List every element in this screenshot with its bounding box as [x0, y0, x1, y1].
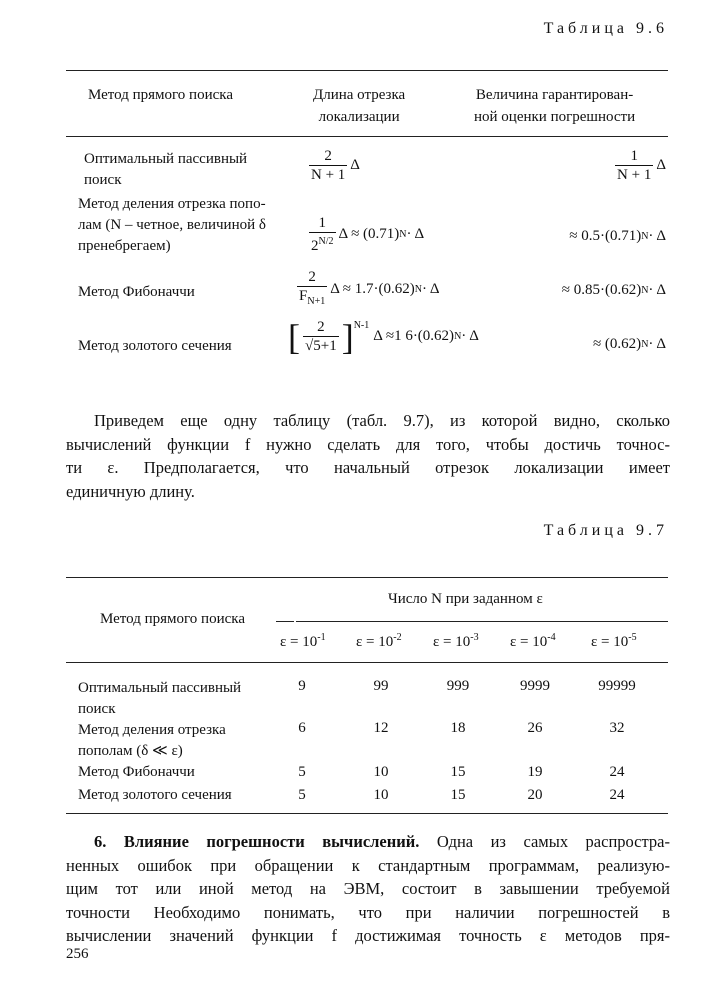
table1-header-length-line1: Длина отрезка: [313, 87, 406, 103]
table1-header-estimate: [474, 84, 635, 128]
table1-header-length: [313, 84, 405, 128]
table2-row3-method: Метод Фибоначчи: [78, 764, 195, 780]
denominator: √5+1: [305, 338, 337, 354]
eps-exponent: -3: [470, 632, 479, 643]
table1-row1-estimate: [612, 147, 666, 184]
table-cell: 5: [298, 787, 306, 803]
table1-top-rule: [66, 70, 668, 71]
table-cell: 24: [609, 764, 625, 780]
table1-row4-method: Метод золотого сечения: [78, 338, 232, 354]
table2-top-rule: [66, 577, 668, 578]
exponent: N: [641, 339, 649, 350]
eps-exponent: -1: [317, 632, 326, 643]
table1-row2-method-line1: Метод деления отрезка попо-: [78, 196, 266, 212]
fraction: [303, 318, 339, 355]
table1-row2-method: [78, 194, 266, 257]
estimate-expression: ≈ (0.62): [592, 336, 642, 352]
numerator: 1: [318, 215, 326, 231]
expression-end: · Δ: [461, 328, 479, 344]
page-number: 256: [66, 946, 89, 962]
table1-row2-estimate: [569, 228, 666, 245]
denominator: [309, 232, 336, 255]
paragraph1-line: единичную длину.: [66, 481, 195, 501]
table-cell: 9: [298, 678, 306, 694]
table-cell: 12: [373, 720, 389, 736]
table1-header-estimate-line1: Величина гарантирован-: [475, 87, 634, 103]
table-cell: 99999: [598, 678, 636, 694]
table1-row1-length: [306, 147, 360, 184]
estimate-expression: ≈ 0.85·(0.62): [561, 282, 642, 298]
expression-end: · Δ: [648, 282, 666, 298]
paragraph2-first-line-text: Одна из самых распростра-: [436, 832, 670, 851]
numerator: 2: [308, 269, 316, 285]
table1-row3-estimate: [562, 282, 666, 299]
exponent: N: [399, 229, 407, 240]
table-cell: 19: [527, 764, 543, 780]
eps-exponent: -5: [628, 632, 637, 643]
numerator: 1: [630, 148, 638, 164]
table2-header-method: Метод прямого поиска: [100, 611, 245, 627]
denominator-exponent: N/2: [318, 236, 334, 247]
eps-label: ε = 10: [510, 634, 548, 650]
paragraph2-line: ненных ошибок при обращении к стандартным программам, реализую-: [66, 855, 670, 875]
length-expression: Δ ≈ 1.7·(0.62): [330, 281, 415, 297]
expression-end: · Δ: [422, 281, 440, 297]
fraction: [615, 147, 653, 184]
table2-row1-method-line2: поиск: [78, 701, 116, 717]
outer-exponent: N-1: [353, 320, 370, 331]
table1-header-estimate-line2: ной оценки погрешности: [474, 109, 636, 125]
table1-row1-method-line2: поиск: [84, 172, 122, 188]
paragraph1-line: Приведем еще одну таблицу (табл. 9.7), из которой видно, сколько: [94, 411, 670, 430]
table2-row2-method: [78, 720, 226, 762]
table2-caption: Таблица 9.7: [543, 522, 668, 539]
fraction: [297, 268, 327, 311]
denominator: N + 1: [311, 167, 346, 183]
section-heading: 6. Влияние погрешности вычислений.: [94, 832, 420, 851]
table1-row2-method-line2: лам (N – четное, величиной δ: [78, 217, 266, 233]
table-cell: 18: [450, 720, 466, 736]
table2-eps-header-4: [510, 632, 556, 651]
delta-symbol: Δ: [656, 157, 666, 173]
table-cell: 15: [450, 787, 466, 803]
table-cell: 9999: [520, 678, 550, 694]
denominator-base: F: [299, 288, 308, 304]
expression-end: · Δ: [648, 336, 666, 352]
exponent: N: [641, 285, 649, 296]
table2-row1-method-line1: Оптимальный пассивный: [78, 680, 242, 696]
numerator: 2: [324, 148, 332, 164]
fraction: [309, 214, 336, 255]
table2-header-dash: [276, 621, 294, 622]
table-cell: 26: [527, 720, 543, 736]
expression-end: · Δ: [406, 226, 425, 242]
table2-row2-method-line1: Метод деления отрезка: [78, 722, 226, 738]
table-cell: 15: [450, 764, 466, 780]
eps-exponent: -4: [547, 632, 556, 643]
denominator: N + 1: [617, 167, 652, 183]
table2-row1-method: [78, 678, 241, 720]
table-cell: 6: [298, 720, 306, 736]
paragraph1-line: ти ε. Предполагается, что начальный отрезок локализации имеет: [66, 458, 670, 477]
table-cell: 10: [373, 787, 389, 803]
eps-label: ε = 10: [433, 634, 471, 650]
fraction: [309, 147, 347, 184]
table1-row3-method: Метод Фибоначчи: [78, 284, 195, 300]
denominator: [297, 286, 327, 311]
table2-eps-header-5: [591, 632, 637, 651]
eps-label: ε = 10: [356, 634, 394, 650]
table1-row4-estimate: [593, 336, 666, 353]
paragraph2-line: точности Необходимо понимать, что при наличии погрешностей в: [66, 902, 670, 922]
denominator-base: 2: [311, 238, 319, 254]
table-cell: 20: [527, 787, 543, 803]
estimate-expression: ≈ 0.5·(0.71): [569, 228, 642, 244]
table-cell: 5: [298, 764, 306, 780]
table-cell: 24: [609, 787, 625, 803]
table1-row1-method: [84, 149, 247, 191]
exponent: N: [414, 284, 422, 295]
table1-row2-method-line3: пренебрегаем): [78, 238, 171, 254]
table1-row3-length: [294, 268, 440, 311]
numerator: 2: [317, 319, 325, 335]
length-expression: Δ ≈1 6·(0.62): [373, 328, 455, 344]
paragraph1: [66, 409, 670, 503]
exponent: N: [454, 331, 462, 342]
paragraph2-first-line: [66, 830, 670, 854]
table1-header-length-line2: локализации: [318, 109, 400, 125]
table-cell: 32: [609, 720, 625, 736]
delta-symbol: Δ: [350, 157, 360, 173]
paragraph2-line: вычислении значений функции f достижимая точность ε методов пря-: [66, 926, 670, 945]
table2-header-rule: [66, 662, 668, 663]
paragraph2: [66, 830, 670, 948]
eps-label: ε = 10: [591, 634, 629, 650]
table-cell: 10: [373, 764, 389, 780]
length-expression: Δ ≈ (0.71): [338, 226, 400, 242]
table2-eps-header-1: [280, 632, 326, 651]
eps-exponent: -2: [393, 632, 402, 643]
table2-group-rule: [296, 621, 668, 622]
table2-row2-method-line2: пополам (δ ≪ ε): [78, 743, 183, 759]
right-bracket: ]: [341, 316, 354, 357]
table2-eps-header-3: [433, 632, 479, 651]
table1-header-method: Метод прямого поиска: [88, 87, 233, 103]
paragraph2-line: щим тот или иной метод на ЭВМ, состоит в завышении требуемой: [66, 879, 670, 898]
table1-header-rule: [66, 136, 668, 137]
left-bracket: [: [288, 316, 300, 357]
table1-row2-length: [306, 214, 424, 255]
table1-caption: Таблица 9.6: [543, 20, 668, 37]
table-cell: 99: [373, 678, 389, 694]
table1-row1-method-line1: Оптимальный пассивный: [84, 151, 248, 167]
table2-bottom-rule: [66, 813, 668, 814]
table2-eps-header-2: [356, 632, 402, 651]
exponent: N: [641, 231, 649, 242]
eps-label: ε = 10: [280, 634, 318, 650]
table2-row4-method: Метод золотого сечения: [78, 787, 232, 803]
table-cell: 999: [446, 678, 470, 694]
paragraph1-line: вычислений функции f нужно сделать для того, чтобы достичь точнос-: [66, 434, 670, 454]
table1-row4-length: [288, 318, 479, 355]
expression-end: · Δ: [648, 228, 666, 244]
table2-header-group: Число N при заданном ε: [388, 591, 543, 607]
denominator-subscript: N+1: [307, 296, 326, 307]
